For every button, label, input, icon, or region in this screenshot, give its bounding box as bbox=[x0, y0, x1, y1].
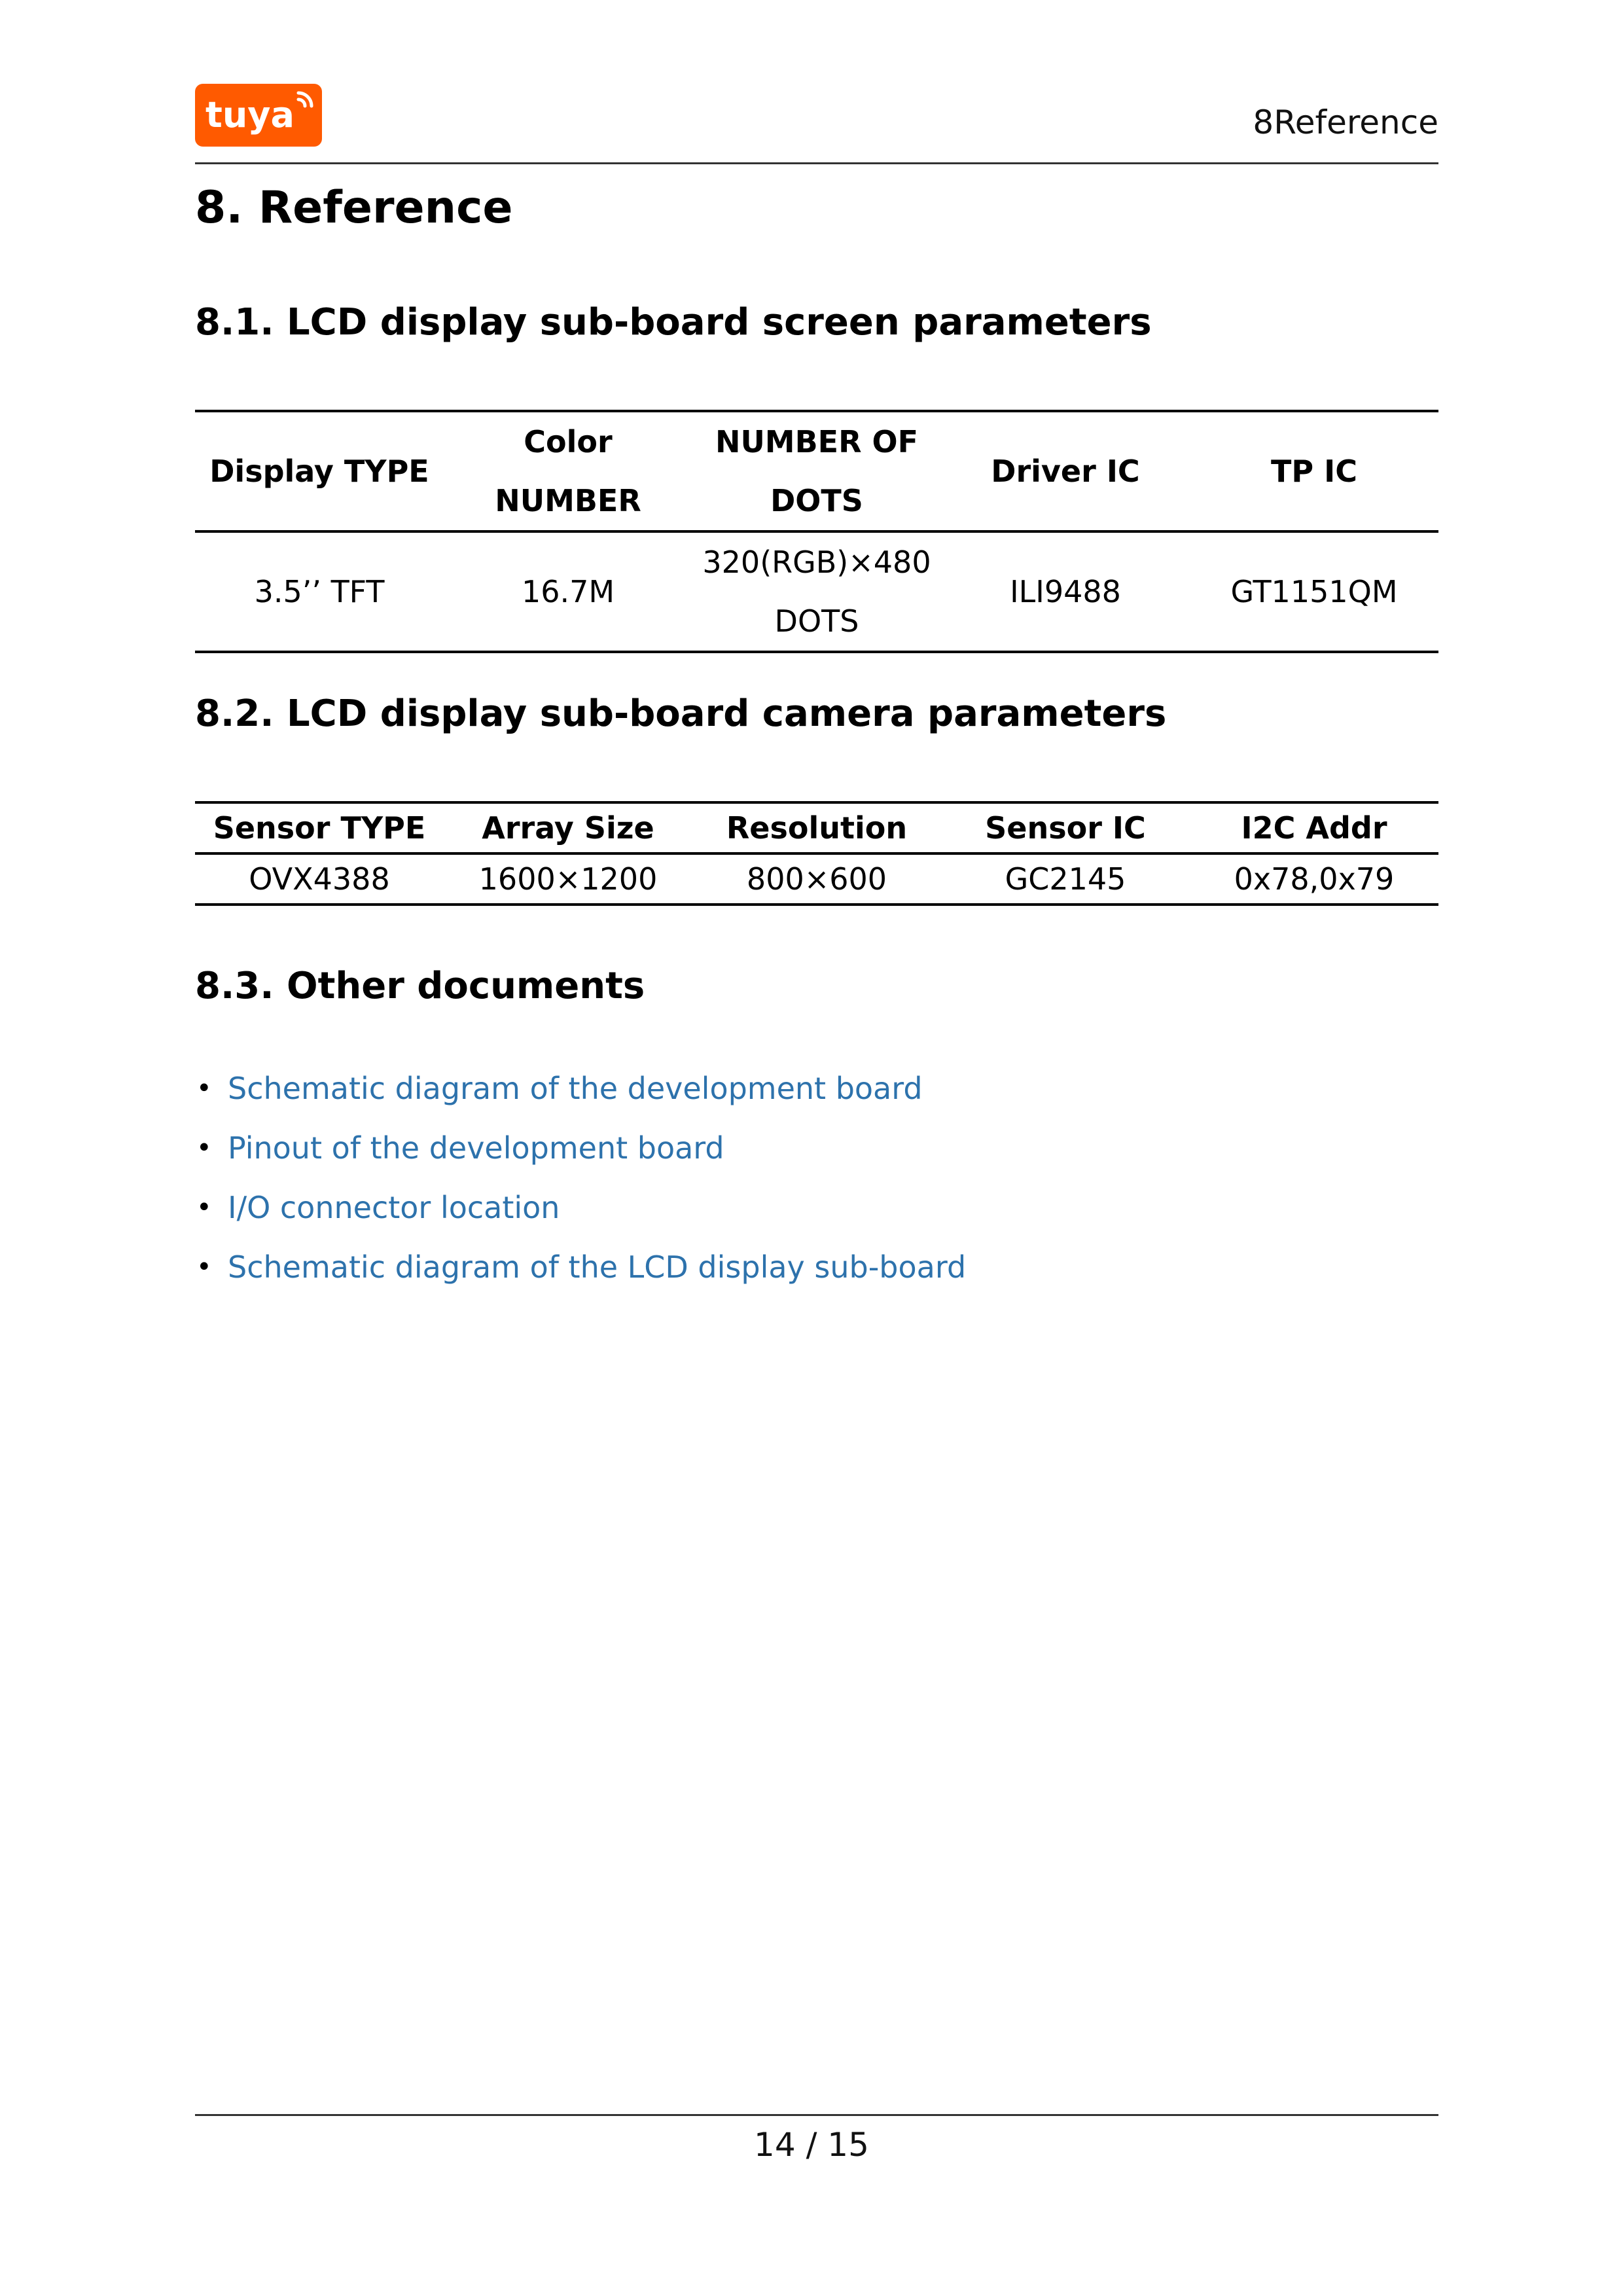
header-text: NUMBER OF bbox=[715, 424, 919, 459]
section-heading-other-documents: 8.3. Other documents bbox=[195, 965, 645, 1007]
cell-text: 320(RGB)×480 bbox=[702, 545, 931, 580]
section-heading-camera-parameters: 8.2. LCD display sub-board camera parameters bbox=[195, 692, 1167, 735]
running-header-title: 8Reference bbox=[1253, 103, 1438, 141]
header-cell-color-number bbox=[444, 411, 692, 531]
header-cell-tp-ic bbox=[1190, 411, 1438, 531]
link-schematic-lcd-sub-board[interactable]: Schematic diagram of the LCD display sub-board bbox=[228, 1249, 967, 1285]
link-schematic-development-board[interactable]: Schematic diagram of the development board bbox=[228, 1071, 923, 1106]
table-cell: OVX4388 bbox=[249, 861, 390, 897]
table-cell: 0x78,0x79 bbox=[1234, 861, 1395, 897]
bullet-icon: • bbox=[196, 1133, 212, 1163]
header-cell-driver-ic bbox=[941, 411, 1190, 531]
list-item bbox=[195, 1119, 966, 1178]
table-cell: 1600×1200 bbox=[478, 861, 658, 897]
tuya-logo bbox=[195, 84, 322, 147]
table-cell bbox=[692, 531, 941, 652]
screen-parameters-table bbox=[195, 410, 1438, 653]
header-divider bbox=[195, 162, 1438, 164]
link-pinout-development-board[interactable]: Pinout of the development board bbox=[228, 1130, 724, 1166]
footer-divider bbox=[195, 2114, 1438, 2116]
list-item bbox=[195, 1059, 966, 1119]
table-cell bbox=[1190, 531, 1438, 652]
page-title: 8. Reference bbox=[195, 182, 513, 234]
bullet-icon: • bbox=[196, 1073, 212, 1103]
cell-text: DOTS bbox=[774, 603, 859, 639]
tuya-logo-mark bbox=[195, 84, 322, 147]
header-cell-number-of-dots bbox=[692, 411, 941, 531]
cell-text: ILI9488 bbox=[1010, 574, 1121, 609]
table-cell bbox=[941, 531, 1190, 652]
table-cell: 800×600 bbox=[746, 861, 887, 897]
header-cell-sensor-type: Sensor TYPE bbox=[213, 810, 426, 846]
header-text: DOTS bbox=[770, 483, 863, 518]
camera-parameters-table bbox=[195, 801, 1438, 906]
page-number: 14 / 15 bbox=[754, 2126, 869, 2164]
table-row bbox=[195, 531, 1438, 652]
table-cell bbox=[195, 531, 444, 652]
cell-text: 16.7M bbox=[521, 574, 615, 609]
svg-text:tuya: tuya bbox=[205, 94, 294, 135]
header-text: Color bbox=[524, 424, 613, 459]
section-heading-screen-parameters: 8.1. LCD display sub-board screen parameters bbox=[195, 301, 1152, 344]
list-item bbox=[195, 1238, 966, 1297]
table-header-row bbox=[195, 411, 1438, 531]
header-cell-display-type bbox=[195, 411, 444, 531]
header-text: NUMBER bbox=[495, 483, 641, 518]
bullet-icon: • bbox=[196, 1252, 212, 1282]
header-cell-i2c-addr: I2C Addr bbox=[1241, 810, 1387, 846]
cell-text: 3.5’’ TFT bbox=[254, 574, 385, 609]
table-cell: GC2145 bbox=[1005, 861, 1126, 897]
header-text: Driver IC bbox=[991, 454, 1140, 489]
bullet-icon: • bbox=[196, 1193, 212, 1223]
cell-text: GT1151QM bbox=[1230, 574, 1398, 609]
table-row bbox=[195, 853, 1438, 905]
link-io-connector-location[interactable]: I/O connector location bbox=[228, 1190, 560, 1225]
header-cell-sensor-ic: Sensor IC bbox=[985, 810, 1146, 846]
table-cell bbox=[444, 531, 692, 652]
header-cell-array-size: Array Size bbox=[482, 810, 654, 846]
table-header-row bbox=[195, 802, 1438, 853]
header-text: Display TYPE bbox=[209, 454, 429, 489]
header-cell-resolution: Resolution bbox=[726, 810, 908, 846]
header-text: TP IC bbox=[1271, 454, 1357, 489]
documents-list bbox=[195, 1059, 966, 1297]
list-item bbox=[195, 1178, 966, 1238]
